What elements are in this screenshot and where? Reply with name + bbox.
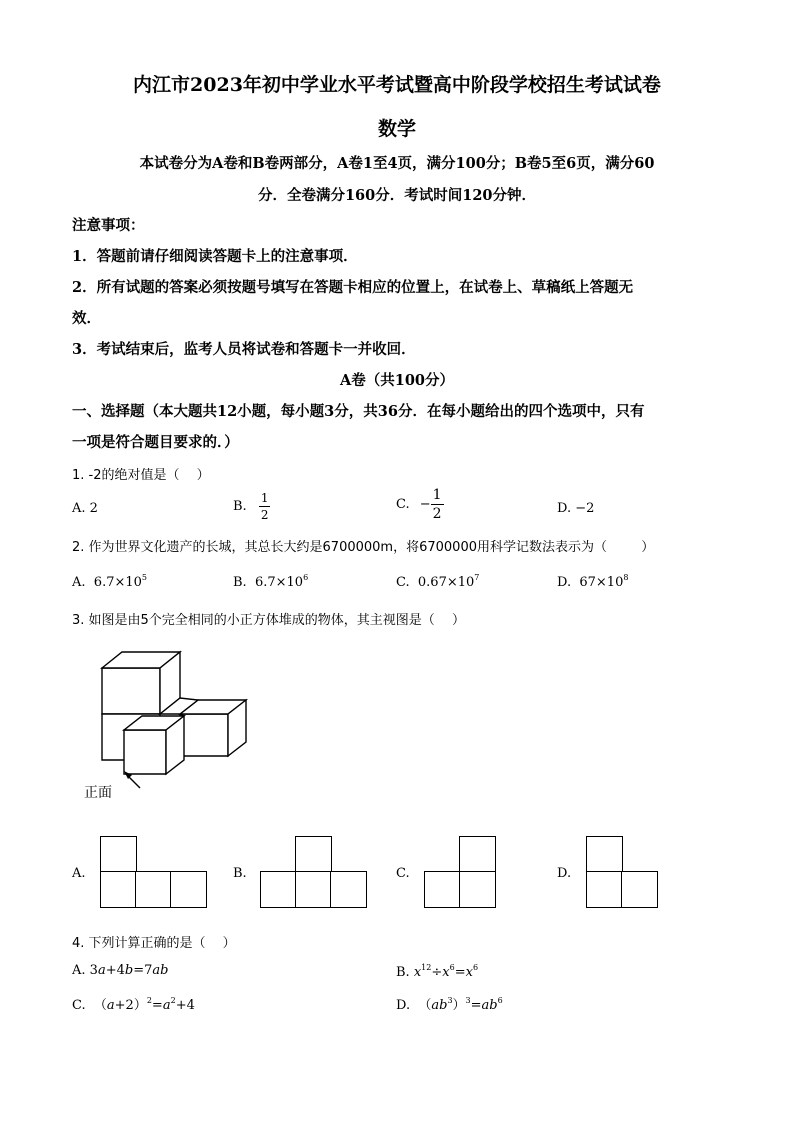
intro-line-1: 本试卷分为A卷和B卷两部分，A卷1至4页，满分100分；B卷5至6页，满分60 bbox=[139, 155, 655, 172]
exam-title: 内江市2023年初中学业水平考试暨高中阶段学校招生考试试卷 bbox=[133, 74, 661, 96]
q2-option-b: B. $6.7\times 10^6$ bbox=[233, 573, 309, 590]
q1-option-d: D. −2 bbox=[557, 501, 595, 516]
q1-option-c: C. − $\frac{1}{2}$ bbox=[396, 487, 442, 522]
note-item-2-cont: 效． bbox=[72, 310, 101, 327]
q1-option-b: B. $\frac{1}{2}$ bbox=[233, 491, 269, 522]
q4-option-d: D. $(ab^3)^3=ab^6$ bbox=[396, 996, 503, 1013]
q2-option-d: D. $67\times 10^8$ bbox=[557, 573, 629, 590]
q3-option-a-figure bbox=[100, 836, 210, 910]
q3-option-c-figure bbox=[424, 836, 504, 910]
part1-instructions-cont: 一项是符合题目要求的．） bbox=[72, 434, 239, 451]
q4-stem: 4. 下列计算正确的是（ ） bbox=[72, 936, 236, 951]
q3-option-a-label: A. bbox=[72, 866, 86, 881]
part1-instructions: 一、选择题（本大题共12小题，每小题3分，共36分．在每小题给出的四个选项中，只有 bbox=[72, 403, 645, 420]
q1-option-a: A. 2 bbox=[72, 501, 98, 516]
note-item-2: 2．所有试题的答案必须按题号填写在答题卡相应的位置上，在试卷上、草稿纸上答题无 bbox=[72, 279, 634, 296]
q1-stem: 1. -2的绝对值是（ ） bbox=[72, 468, 210, 483]
intro-line-2: 分．全卷满分160分．考试时间120分钟． bbox=[257, 187, 537, 204]
q3-option-b-figure bbox=[260, 836, 370, 910]
q4-option-c: C. $(a+2)^2=a^2+4$ bbox=[72, 996, 195, 1013]
q3-option-b-label: B. bbox=[233, 866, 247, 881]
front-label: 正面 bbox=[84, 785, 112, 801]
q2-option-a: A. $6.7\times 10^5$ bbox=[72, 573, 147, 590]
q3-option-d-label: D. bbox=[557, 866, 572, 881]
q4-option-a: A. 3a+4b=7ab bbox=[72, 963, 169, 978]
note-item-1: 1．答题前请仔细阅读答题卡上的注意事项． bbox=[72, 248, 358, 265]
section-title: A卷（共100分） bbox=[339, 372, 455, 389]
q3-cube-figure bbox=[72, 640, 252, 810]
q3-option-d-figure bbox=[586, 836, 666, 910]
q2-stem: 2. 作为世界文化遗产的长城，其总长大约是6700000m，将6700000用科学记数法表示为（ ） bbox=[72, 540, 655, 555]
q2-option-c: C. $0.67\times 10^7$ bbox=[396, 573, 480, 590]
note-item-3: 3．考试结束后，监考人员将试卷和答题卡一并收回． bbox=[72, 341, 416, 358]
q4-option-b: B. $x^{12}\div x^6=x^6$ bbox=[396, 963, 479, 980]
q3-stem: 3. 如图是由5个完全相同的小正方体堆成的物体，其主视图是（ ） bbox=[72, 613, 465, 628]
q3-option-c-label: C. bbox=[396, 866, 410, 881]
notes-heading: 注意事项： bbox=[72, 217, 145, 234]
exam-subject: 数学 bbox=[377, 118, 416, 140]
